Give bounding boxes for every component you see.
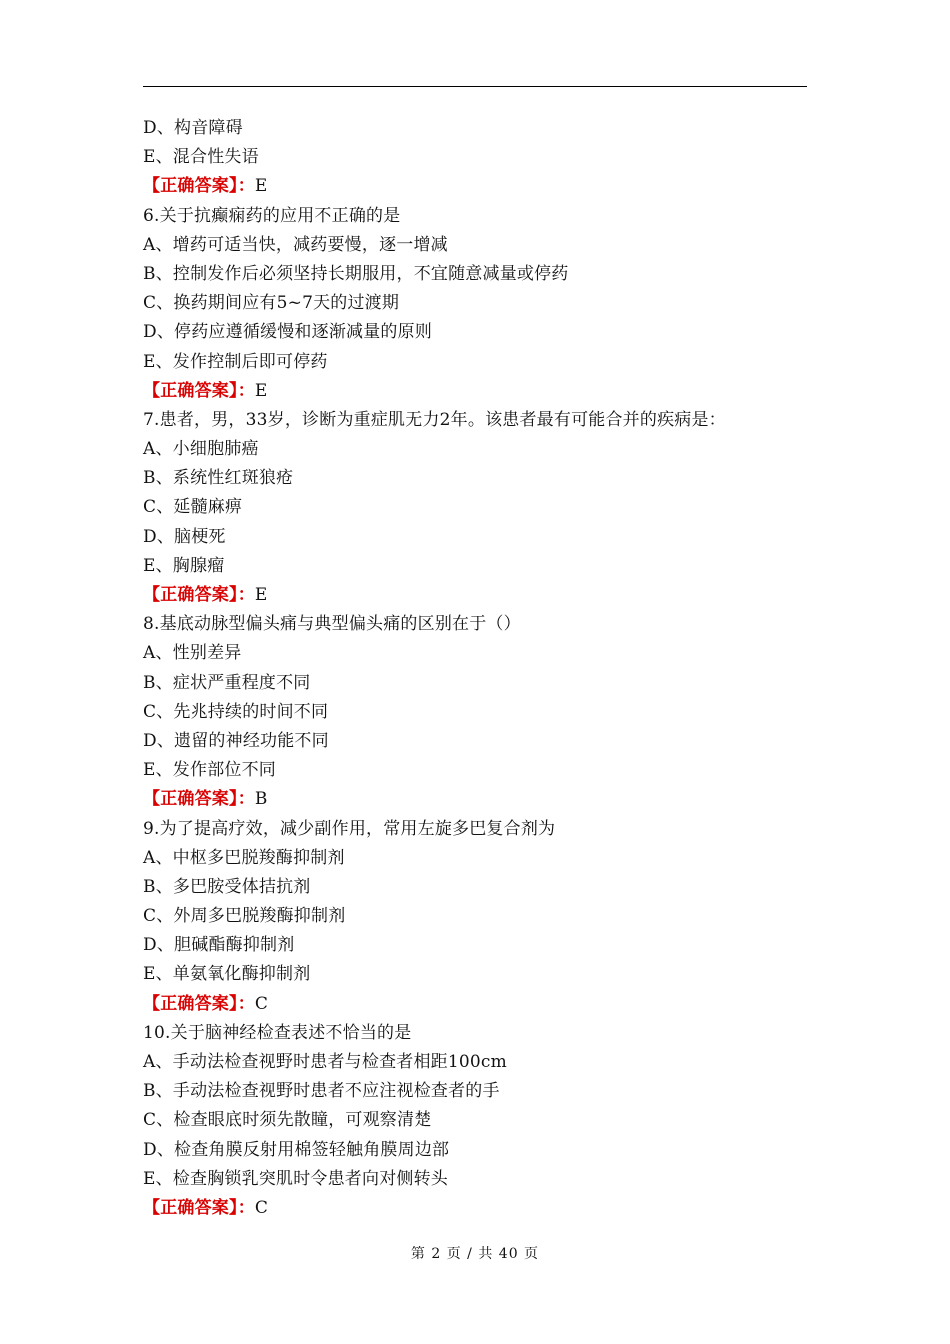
option-text: D、胆碱酯酶抑制剂	[143, 935, 295, 956]
answer-label: 【正确答案】：	[143, 585, 255, 605]
option-text: C、换药期间应有5~7天的过渡期	[143, 293, 400, 314]
option-text: C、外周多巴脱羧酶抑制剂	[143, 906, 346, 927]
question-text: 10.关于脑神经检查表述不恰当的是	[143, 1022, 412, 1043]
answer-label: 【正确答案】：	[143, 789, 255, 810]
answer-value: C	[254, 1197, 269, 1218]
answer-label: 【正确答案】：	[143, 380, 255, 401]
answer-value: E	[254, 176, 268, 197]
option-text: B、症状严重程度不同	[143, 672, 311, 693]
answer-line	[143, 990, 823, 1019]
answer-label: 【正确答案】：	[143, 993, 255, 1014]
answer-line	[143, 1194, 823, 1223]
option-text: D、构音障碍	[143, 118, 243, 138]
option-text: E、胸腺瘤	[143, 555, 225, 576]
option-text: D、遗留的神经功能不同	[143, 730, 329, 751]
header-rule	[143, 86, 807, 87]
document-body	[143, 114, 823, 1223]
option-text: B、多巴胺受体拮抗剂	[143, 876, 311, 897]
answer-value: B	[254, 789, 268, 810]
option-text: E、混合性失语	[143, 147, 259, 168]
option-text: A、小细胞肺癌	[143, 439, 259, 460]
answer-label: 【正确答案】：	[143, 176, 255, 197]
answer-value: E	[254, 380, 268, 401]
option-text: A、增药可适当快，减药要慢，逐一增减	[143, 234, 448, 255]
answer-line	[143, 172, 823, 201]
option-text: D、检查角膜反射用棉签轻触角膜周边部	[143, 1139, 450, 1160]
question-text: 8.基底动脉型偏头痛与典型偏头痛的区别在于（）	[143, 614, 521, 635]
option-text: A、手动法检查视野时患者与检查者相距100cm	[143, 1052, 507, 1072]
answer-line	[143, 581, 823, 610]
option-text: B、系统性红斑狼疮	[143, 468, 294, 489]
question-text: 6.关于抗癫痫药的应用不正确的是	[143, 205, 401, 226]
answer-value: E	[254, 585, 268, 605]
option-text: B、手动法检查视野时患者不应注视检查者的手	[143, 1081, 500, 1102]
option-text: C、检查眼底时须先散瞳，可观察清楚	[143, 1110, 432, 1131]
option-text: B、控制发作后必须坚持长期服用，不宜随意减量或停药	[143, 263, 569, 284]
answer-value: C	[254, 993, 269, 1014]
option-text: E、检查胸锁乳突肌时令患者向对侧转头	[143, 1168, 449, 1189]
question-text: 9.为了提高疗效，减少副作用，常用左旋多巴复合剂为	[143, 818, 556, 839]
option-text: E、发作部位不同	[143, 760, 277, 781]
page-footer: 第 2 页 / 共 40 页	[410, 1246, 540, 1262]
answer-label: 【正确答案】：	[143, 1197, 255, 1218]
option-text: A、性别差异	[143, 643, 242, 664]
option-text: E、发作控制后即可停药	[143, 351, 328, 372]
option-text: C、延髓麻痹	[143, 497, 243, 518]
option-text: D、脑梗死	[143, 526, 226, 547]
option-text: E、单氨氧化酶抑制剂	[143, 964, 311, 985]
question-text: 7.患者，男，33岁，诊断为重症肌无力2年。该患者最有可能合并的疾病是：	[143, 409, 726, 430]
answer-line	[143, 785, 823, 814]
option-text: D、停药应遵循缓慢和逐渐减量的原则	[143, 322, 433, 343]
option-text: C、先兆持续的时间不同	[143, 701, 329, 722]
option-text: A、中枢多巴脱羧酶抑制剂	[143, 847, 345, 868]
answer-line	[143, 377, 823, 406]
